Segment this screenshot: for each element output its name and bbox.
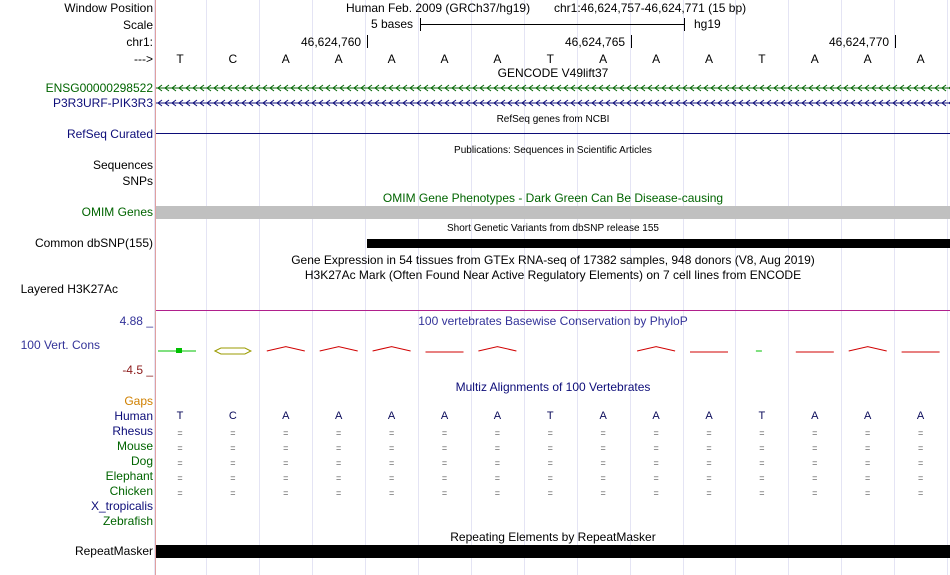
sequence-base: T — [176, 52, 184, 66]
omim-feature-bar[interactable] — [156, 206, 950, 219]
alignment-match-symbol: = — [600, 443, 606, 453]
alignment-match-symbol: = — [865, 443, 871, 453]
alignment-match-symbol: = — [759, 443, 765, 453]
sequence-base: A — [334, 52, 343, 66]
alignment-match-symbol: = — [812, 443, 818, 453]
alignment-match-symbol: = — [494, 473, 501, 483]
sequence-base: T — [546, 52, 554, 66]
sequence-base: A — [652, 52, 661, 66]
alignment-match-symbol: = — [336, 458, 342, 468]
alignment-match-symbol: = — [230, 458, 236, 468]
position-tick-3 — [895, 35, 896, 48]
alignment-match-symbol: = — [917, 488, 924, 498]
alignment-match-symbol: = — [336, 488, 342, 498]
phylop-score-mark — [176, 348, 182, 353]
publications-track-title: Publications: Sequences in Scientific Articles — [454, 145, 652, 156]
omim-track-title: OMIM Gene Phenotypes - Dark Green Can Be Disease-causing — [382, 191, 724, 205]
species-label-elephant[interactable]: Elephant — [105, 469, 153, 483]
cons-label[interactable]: 100 Vert. Cons — [20, 338, 100, 352]
alignment-match-symbol: = — [230, 473, 236, 483]
window-position-label: Window Position — [64, 1, 153, 15]
alignment-match-symbol: = — [759, 488, 765, 498]
alignment-match-symbol: = — [917, 443, 924, 453]
sequences-label[interactable]: Sequences — [92, 158, 153, 172]
dbsnp-label[interactable]: Common dbSNP(155) — [34, 236, 153, 250]
phylop-score-mark — [373, 347, 411, 351]
human-alignment-base: A — [652, 410, 660, 422]
alignment-match-symbol: = — [388, 488, 395, 498]
gtex-track-title: Gene Expression in 54 tissues from GTEx RNA-seq of 17382 samples, 948 donors (V8, Aug 2019) — [291, 253, 815, 267]
refseq-feature-line[interactable] — [156, 133, 950, 134]
position-tick-1 — [367, 35, 368, 48]
human-alignment-base: A — [335, 410, 343, 422]
human-alignment-base: A — [864, 410, 872, 422]
alignment-match-symbol: = — [706, 473, 712, 483]
multiz-track-title: Multiz Alignments of 100 Vertebrates — [455, 380, 651, 394]
human-alignment-base: A — [916, 410, 925, 422]
gene-label-ensg[interactable]: ENSG00000298522 — [45, 81, 153, 95]
sequence-base: A — [281, 52, 290, 66]
alignment-match-symbol: = — [653, 458, 659, 468]
alignment-match-symbol: = — [177, 473, 183, 483]
alignment-match-symbol: = — [441, 428, 448, 438]
alignment-match-symbol: = — [706, 458, 712, 468]
species-label-rhesus[interactable]: Rhesus — [112, 424, 153, 438]
dbsnp-track-title: Short Genetic Variants from dbSNP release 155 — [447, 223, 659, 234]
gencode-track-title: GENCODE V49lift37 — [497, 66, 609, 80]
alignment-match-symbol: = — [865, 458, 871, 468]
alignment-match-symbol: = — [547, 428, 553, 438]
human-alignment-base: C — [228, 410, 237, 422]
species-label-mouse[interactable]: Mouse — [116, 439, 153, 453]
alignment-match-symbol: = — [600, 473, 606, 483]
alignment-match-symbol: = — [388, 473, 395, 483]
sequence-base: A — [916, 52, 925, 66]
species-label-dog[interactable]: Dog — [130, 454, 153, 468]
alignment-match-symbol: = — [865, 473, 871, 483]
gene-p3r3urf-feature[interactable] — [156, 97, 950, 109]
alignment-match-symbol: = — [283, 443, 289, 453]
human-alignment-base: A — [493, 410, 502, 422]
alignment-match-symbol: = — [494, 488, 501, 498]
alignment-match-symbol: = — [812, 488, 818, 498]
human-alignment-base: A — [705, 410, 713, 422]
phylop-score-mark — [849, 347, 887, 351]
alignment-match-symbol: = — [865, 488, 871, 498]
species-label-x-tropicalis[interactable]: X_tropicalis — [90, 499, 153, 513]
scale-label: Scale — [122, 18, 153, 32]
alignment-match-symbol: = — [283, 488, 289, 498]
alignment-match-symbol: = — [653, 473, 659, 483]
sequence-base: A — [704, 52, 713, 66]
scale-bar — [420, 24, 684, 25]
human-alignment-base: A — [387, 410, 396, 422]
alignment-match-symbol: = — [388, 428, 395, 438]
human-alignment-base: A — [282, 410, 290, 422]
snps-label[interactable]: SNPs — [122, 174, 153, 188]
alignment-match-symbol: = — [283, 458, 289, 468]
human-alignment-base: T — [758, 410, 766, 422]
alignment-match-symbol: = — [177, 428, 183, 438]
alignment-match-symbol: = — [653, 428, 659, 438]
position-label-3: 46,624,770 — [829, 35, 890, 49]
alignment-match-symbol: = — [177, 443, 183, 453]
alignment-match-symbol: = — [336, 443, 342, 453]
alignment-match-symbol: = — [812, 458, 818, 468]
phylop-score-mark — [478, 347, 516, 351]
position-label-2: 46,624,765 — [565, 35, 626, 49]
sequence-base: C — [228, 52, 238, 66]
species-label-chicken[interactable]: Chicken — [109, 484, 153, 498]
gene-ensg-feature[interactable] — [156, 82, 950, 94]
h3k27ac-label[interactable]: Layered H3K27Ac — [20, 282, 118, 296]
alignment-match-symbol: = — [283, 428, 289, 438]
alignment-match-symbol: = — [494, 443, 501, 453]
alignment-match-symbol: = — [600, 488, 606, 498]
strand-label: ---> — [134, 52, 153, 66]
repeatmasker-feature-bar[interactable] — [156, 545, 950, 558]
alignment-match-symbol: = — [706, 488, 712, 498]
human-alignment-base: T — [546, 410, 554, 422]
refseq-label[interactable]: RefSeq Curated — [66, 127, 153, 141]
alignment-match-symbol: = — [441, 458, 448, 468]
alignment-match-symbol: = — [388, 458, 395, 468]
phylop-score-mark — [320, 347, 358, 351]
alignment-match-symbol: = — [388, 443, 395, 453]
alignment-match-symbol: = — [177, 488, 183, 498]
alignment-match-symbol: = — [494, 428, 501, 438]
refseq-track-title: RefSeq genes from NCBI — [496, 114, 610, 125]
sequence-base: T — [758, 52, 766, 66]
alignment-match-symbol: = — [759, 428, 765, 438]
alignment-match-symbol: = — [441, 488, 448, 498]
cons-min-label: -4.5 _ — [122, 363, 153, 377]
human-alignment-base: A — [599, 410, 607, 422]
dbsnp-feature-bar[interactable] — [367, 239, 950, 248]
gaps-label[interactable]: Gaps — [124, 394, 153, 408]
sequence-base: A — [863, 52, 872, 66]
alignment-match-symbol: = — [917, 458, 924, 468]
alignment-match-symbol: = — [441, 473, 448, 483]
alignment-match-symbol: = — [336, 473, 342, 483]
alignment-match-symbol: = — [494, 458, 501, 468]
species-label-zebrafish[interactable]: Zebrafish — [102, 514, 153, 528]
alignment-match-symbol: = — [230, 428, 236, 438]
alignment-match-symbol: = — [230, 443, 236, 453]
human-alignment-base: T — [176, 410, 184, 422]
alignment-match-symbol: = — [653, 488, 659, 498]
sequence-base: A — [387, 52, 396, 66]
alignment-match-symbol: = — [759, 473, 765, 483]
alignment-match-symbol: = — [917, 428, 924, 438]
alignment-match-symbol: = — [812, 473, 818, 483]
species-label-human[interactable]: Human — [114, 409, 153, 423]
scale-bar-left-tick — [420, 18, 421, 31]
alignment-match-symbol: = — [230, 488, 236, 498]
h3k27ac-track-title: H3K27Ac Mark (Often Found Near Active Regulatory Elements) on 7 cell lines from ENCODE — [304, 268, 802, 282]
phylop-plot[interactable] — [156, 330, 950, 370]
cons-track-title: 100 vertebrates Basewise Conservation by PhyloP — [418, 314, 688, 328]
sequence-base: A — [493, 52, 502, 66]
alignment-match-symbol: = — [706, 428, 712, 438]
position-label-1: 46,624,760 — [301, 35, 362, 49]
alignment-match-symbol: = — [917, 473, 924, 483]
alignment-match-symbol: = — [283, 473, 289, 483]
alignment-match-symbol: = — [441, 443, 448, 453]
alignment-match-symbol: = — [547, 473, 553, 483]
repeatmasker-track-title: Repeating Elements by RepeatMasker — [450, 530, 656, 544]
human-alignment-base: A — [811, 410, 819, 422]
alignment-match-symbol: = — [177, 458, 183, 468]
alignment-match-symbol: = — [600, 458, 606, 468]
phylop-score-mark — [637, 347, 675, 351]
scale-db: hg19 — [694, 17, 721, 31]
repeatmasker-label[interactable]: RepeatMasker — [74, 544, 153, 558]
alignment-match-symbol: = — [706, 443, 712, 453]
scale-bar-right-tick — [684, 18, 685, 31]
alignment-match-symbol: = — [547, 443, 553, 453]
sequence-base: A — [810, 52, 819, 66]
sequence-base: A — [440, 52, 449, 66]
alignment-match-symbol: = — [547, 488, 553, 498]
assembly-text: Human Feb. 2009 (GRCh37/hg19) — [346, 1, 531, 15]
chrom-label: chr1: — [126, 35, 153, 49]
gene-label-p3r3urf[interactable]: P3R3URF-PIK3R3 — [52, 96, 153, 110]
cons-max-label: 4.88 _ — [119, 314, 153, 328]
alignment-match-symbol: = — [653, 443, 659, 453]
alignment-match-symbol: = — [759, 458, 765, 468]
alignment-match-symbol: = — [600, 428, 606, 438]
alignment-match-symbol: = — [812, 428, 818, 438]
alignment-match-symbol: = — [547, 458, 553, 468]
phylop-score-mark — [215, 348, 251, 354]
alignment-match-symbol: = — [865, 428, 871, 438]
alignment-match-symbol: = — [336, 428, 342, 438]
region-text: chr1:46,624,757-46,624,771 (15 bp) — [554, 1, 747, 15]
scale-text: 5 bases — [371, 17, 414, 31]
position-tick-2 — [631, 35, 632, 48]
omim-label[interactable]: OMIM Genes — [81, 205, 153, 219]
h3k27ac-signal-line[interactable] — [156, 310, 950, 311]
phylop-score-mark — [267, 347, 305, 351]
sequence-base: A — [599, 52, 608, 66]
human-alignment-base: A — [440, 410, 449, 422]
